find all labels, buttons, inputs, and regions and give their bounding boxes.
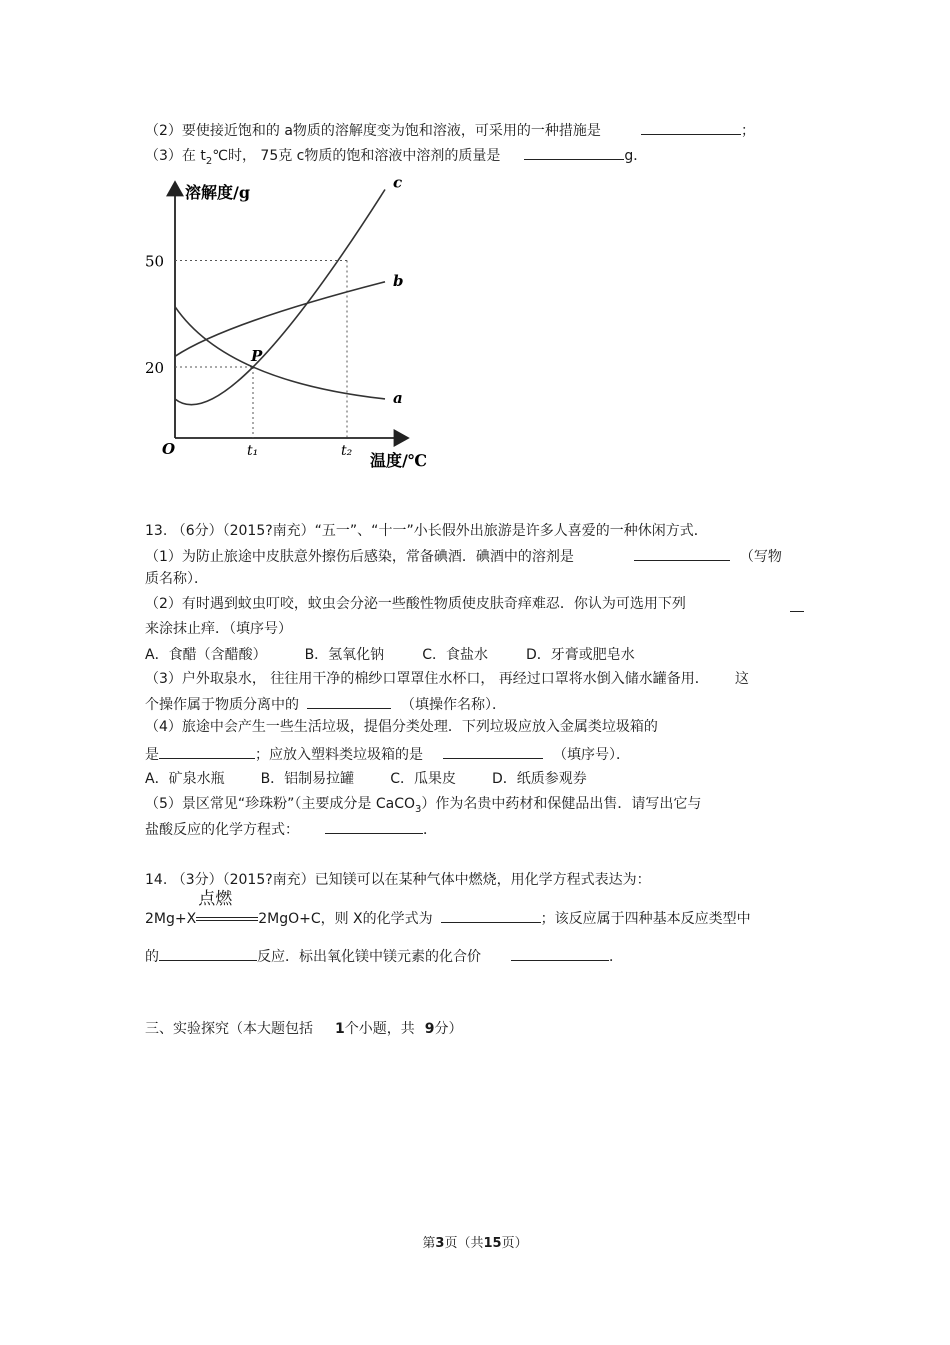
- curve-b: [175, 282, 385, 357]
- q13-part1-cont: 质名称）．: [145, 571, 208, 587]
- answer-blank[interactable]: [634, 546, 730, 561]
- point-p-label: P: [251, 347, 263, 365]
- origin-label: O: [162, 440, 176, 458]
- q13-part5-cont: 盐酸反应的化学方程式： ．: [145, 819, 437, 839]
- q14-line2: 的 反应．标出氧化镁中镁元素的化合价 ．: [145, 946, 623, 966]
- q13-part1: （1）为防止旅途中皮肤意外擦伤后感染，常备碘酒．碘酒中的溶剂是 （写物: [145, 546, 782, 566]
- curve-a: [175, 307, 385, 399]
- y-tick-20: 20: [145, 359, 165, 377]
- section-3-heading: 三、实验探究（本大题包括 1个小题，共 9分）: [145, 1021, 463, 1037]
- q13-part4-cont: 是 ；应放入塑料类垃圾箱的是 （填序号）．: [145, 744, 630, 764]
- q13-part2-cont: 来涂抹止痒．（填序号）: [145, 621, 292, 637]
- q14-heading: 14. （3分）（2015?南充）已知镁可以在某种气体中燃烧，用化学方程式表达为：: [145, 872, 651, 888]
- answer-blank[interactable]: [441, 908, 541, 923]
- x-axis-label: 温度/℃: [370, 451, 428, 470]
- answer-blank[interactable]: [307, 694, 391, 709]
- q14-equation: 2Mg+X 点燃 2MgO+C，则 X的化学式为 ；该反应属于四种基本反应类型中: [145, 889, 751, 927]
- answer-blank[interactable]: [790, 597, 804, 612]
- curve-label-a: a: [393, 388, 403, 407]
- q13-part3: （3）户外取泉水， 往往用干净的棉纱口罩罩住水杯口， 再经过口罩将水倒入储水罐备用． 这: [145, 671, 749, 687]
- q13-part5: （5）景区常见“珍珠粉”（主要成分是 CaCO$_3$）作为名贵中药材和保健品出售．请写出它与: [145, 796, 702, 815]
- curve-c: [175, 190, 385, 405]
- reaction-arrow: 点燃: [196, 910, 258, 928]
- answer-blank[interactable]: [325, 819, 423, 834]
- q12-part3: （3）在 $t_2℃$时， 75克 c物质的饱和溶液中溶剂的质量是 g．: [145, 145, 647, 171]
- x-tick-t1: t₁: [247, 443, 259, 459]
- curves: [175, 190, 385, 405]
- answer-blank[interactable]: [511, 946, 609, 961]
- y-axis-label: 溶解度/g: [185, 183, 251, 202]
- x-tick-t2: t₂: [341, 443, 353, 459]
- q12-part2: （2）要使接近饱和的 a物质的溶解度变为饱和溶液，可采用的一种措施是 ；: [145, 120, 755, 140]
- answer-blank[interactable]: [524, 145, 624, 160]
- q13-part4: （4）旅途中会产生一些生活垃圾，提倡分类处理．下列垃圾应放入金属类垃圾箱的: [145, 719, 658, 735]
- curve-label-b: b: [393, 271, 404, 290]
- page-footer: 第3页（共15页）: [422, 1236, 528, 1251]
- q13-options-1: A．食醋（含醋酸） B．氢氧化钠 C．食盐水 D．牙膏或肥皂水: [145, 647, 635, 663]
- answer-blank[interactable]: [159, 744, 255, 759]
- y-tick-50: 50: [145, 252, 165, 271]
- answer-blank[interactable]: [443, 744, 543, 759]
- solubility-chart: [140, 176, 440, 476]
- q13-part2: （2）有时遇到蚊虫叮咬，蚊虫会分泌一些酸性物质使皮肤奇痒难忍．你认为可选用下列: [145, 596, 686, 612]
- q13-part3-cont: 个操作属于物质分离中的 （填操作名称）．: [145, 694, 506, 714]
- q13-heading: 13. （6分）（2015?南充）“五一”、“十一”小长假外出旅游是许多人喜爱的一种休闲方式．: [145, 523, 708, 539]
- curve-label-c: c: [393, 176, 403, 192]
- answer-blank[interactable]: [159, 946, 257, 961]
- answer-blank[interactable]: [641, 120, 741, 135]
- q13-options-2: A．矿泉水瓶 B．铝制易拉罐 C．瓜果皮 D．纸质参观券: [145, 771, 587, 787]
